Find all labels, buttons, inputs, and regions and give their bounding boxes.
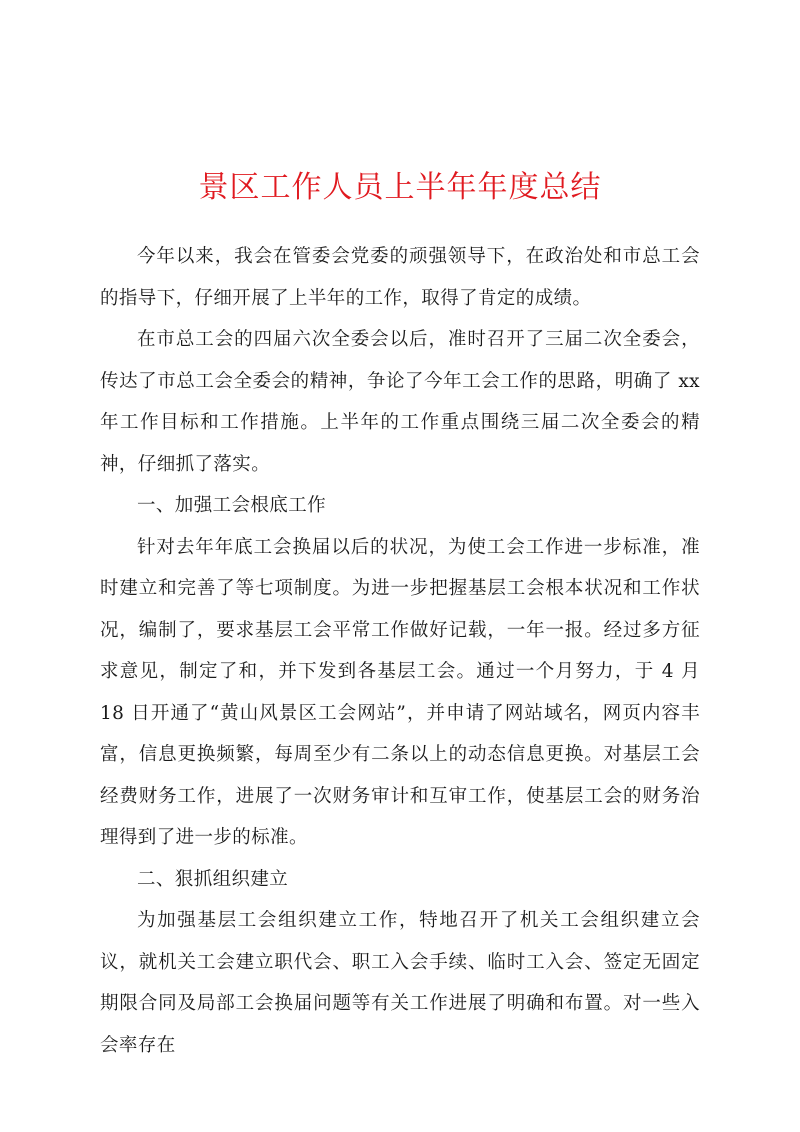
paragraph-foundation: 针对去年年底工会换届以后的状况，为使工会工作进一步标准，准时建立和完善了等七项制度。为进一步把握基层工会根本状况和工作状况，编制了，要求基层工会平常工作做好记载，一年一报。经过多方征求意见，制定了和，并下发到各基层工会。通过一个月努力，于 4 月 18 日开通了“黄山风景区工会网站”，并申请了网站域名，网页内容丰富，信息更换频繁，每周至少有二条以上的动态信息更换。对基层工会经费财务工作，进展了一次财务审计和互审工作，使基层工会的财务治理得到了进一步的标准。 xyxy=(100,536,700,848)
document-title: 景区工作人员上半年年度总结 xyxy=(198,170,602,205)
paragraph-intro: 今年以来，我会在管委会党委的顽强领导下，在政治处和市总工会的指导下，仔细开展了上半年的工作，取得了肯定的成绩。 xyxy=(100,246,700,309)
section-heading-1: 一、加强工会根底工作 xyxy=(137,495,327,516)
document-body xyxy=(100,236,700,1066)
section-heading-2: 二、狠抓组织建立 xyxy=(137,868,289,890)
paragraph-plenary: 在市总工会的四届六次全委会以后，准时召开了三届二次全委会，传达了市总工会全委会的精神，争论了今年工会工作的思路，明确了 xx 年工作目标和工作措施。上半年的工作重点围绕三届二次全委会的精神，仔细抓了落实。 xyxy=(100,329,700,475)
paragraph-organization: 为加强基层工会组织建立工作，特地召开了机关工会组织建立会议，就机关工会建立职代会、职工入会手续、临时工入会、签定无固定期限合同及局部工会换届问题等有关工作进展了明确和布置。对一些入会率存在 xyxy=(100,910,700,1056)
